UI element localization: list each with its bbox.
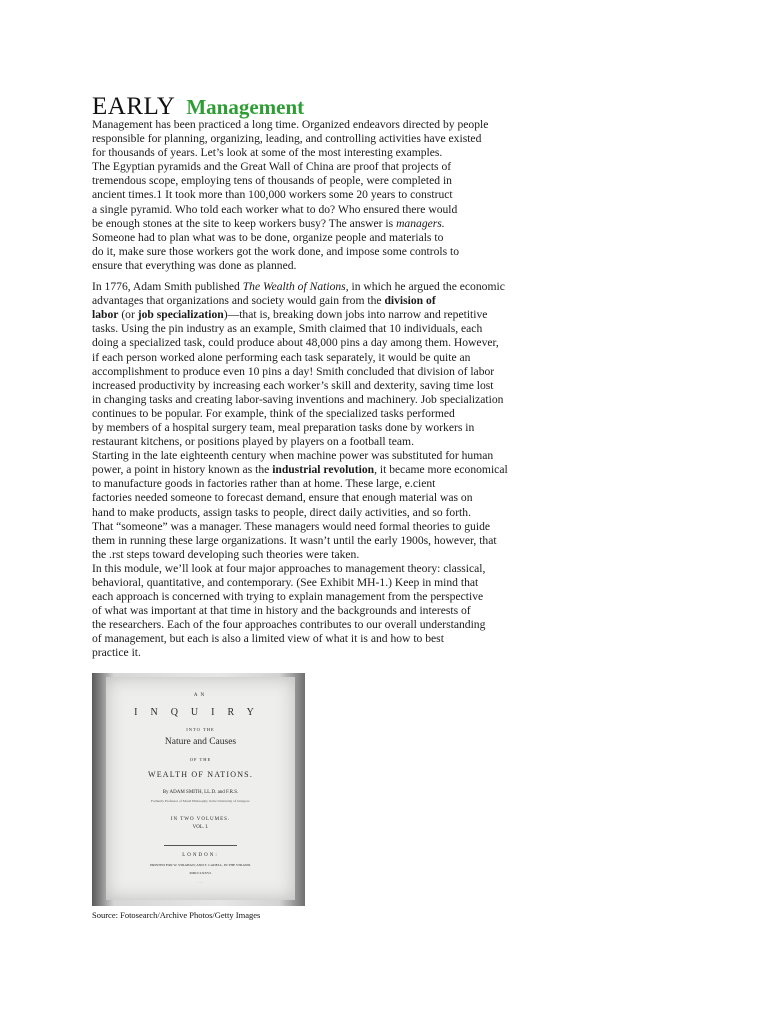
text-line (92, 231, 572, 245)
text-line (92, 203, 572, 217)
text-line (92, 576, 572, 590)
text-run: tremendous scope, employing tens of thousands of people, were completed in (92, 174, 452, 188)
text-run: accomplishment to produce even 10 pins a day! Smith concluded that division of labor (92, 364, 495, 378)
text-run: , in which he argued the economic (345, 280, 505, 294)
text-run: restaurant kitchens, or positions played by players on a football team. (92, 435, 414, 449)
title-page-author: By ADAM SMITH, LL.D. and F.R.S. (162, 790, 239, 795)
text-run: by members of a hospital surgery team, meal preparation tasks done by workers in (92, 420, 475, 434)
text-run: of what was important at that time in history and the backgrounds and interests of (92, 604, 471, 618)
text-line (92, 174, 572, 188)
text-line (92, 604, 572, 618)
text-run: be enough stones at the site to keep workers busy? The answer is (92, 216, 397, 230)
text-run: advantages that organizations and society would gain from the (92, 294, 385, 308)
title-page-volumes: IN TWO VOLUMES. (170, 817, 231, 822)
text-line (92, 259, 572, 273)
text-run: for thousands of years. Let’s look at some of the most interesting examples. (92, 146, 443, 160)
article (92, 86, 572, 661)
title-page-of: OF THE (189, 757, 212, 762)
text-line (92, 379, 572, 393)
text-line (92, 463, 572, 477)
text-line (92, 188, 572, 202)
text-run: doing a specialized task, could produce about 48,000 pins a day among them. However, (92, 336, 499, 350)
text-line (92, 146, 572, 160)
title-page-nature: Nature and Causes (164, 737, 237, 747)
text-run: practice it. (92, 646, 141, 660)
text-run: responsible for planning, organizing, leading, and controlling activities have existed (92, 132, 482, 146)
text-line (92, 632, 572, 646)
text-run: factories needed someone to forecast demand, ensure that enough material was on (92, 491, 473, 505)
text-run: if each person worked alone performing each task separately, it would be quite an (92, 350, 471, 364)
text-run: the .rst steps toward developing such theories were taken. (92, 547, 360, 561)
text-run: The Egyptian pyramids and the Great Wall of China are proof that projects of (92, 160, 452, 174)
title-page-london: LONDON: (182, 853, 219, 858)
text-run: In this module, we’ll look at four major approaches to management theory: classical, (92, 561, 486, 575)
text-run: to manufacture goods in factories rather than at home. These large, e.cient (92, 477, 436, 491)
bold-term: division of (384, 294, 436, 308)
text-line (92, 421, 572, 435)
title-page-vol: VOL. I. (192, 825, 209, 830)
text-line (92, 646, 572, 660)
italic-term: The Wealth of Nations (242, 280, 346, 294)
text-line (92, 322, 572, 336)
text-line (92, 477, 572, 491)
text-line (92, 449, 572, 463)
text-line (92, 118, 572, 132)
bold-term: labor (92, 308, 119, 322)
text-run: , it became more economical (374, 463, 508, 477)
text-run: hand to make products, assign tasks to people, direct daily activities, and so forth. (92, 505, 471, 519)
text-run: do it, make sure those workers got the work done, and impose some controls to (92, 244, 460, 258)
text-line (92, 280, 572, 294)
text-line (92, 132, 572, 146)
text-line (92, 351, 572, 365)
bold-term: industrial revolution (272, 463, 375, 477)
title-page-year: MDCCLXXVI. (189, 871, 212, 875)
text-line (92, 506, 572, 520)
text-run: ancient times.1 It took more than 100,000 workers some 20 years to construct (92, 188, 453, 202)
paragraph-intro (92, 118, 572, 273)
text-run: Management has been practiced a long time. Organized endeavors directed by people (92, 118, 489, 131)
text-line (92, 393, 572, 407)
text-line (92, 491, 572, 505)
text-run: Someone had to plan what was to be done, organize people and materials to (92, 230, 444, 244)
title-page-credentials: Formerly Professor of Moral Philosophy in the University of Glasgow. (150, 799, 251, 803)
text-line (92, 308, 572, 322)
title-page-an: AN (193, 693, 208, 698)
text-run: of management, but each is also a limited view of what it is and how to best (92, 632, 444, 646)
text-run: continues to be popular. For example, think of the specialized tasks performed (92, 406, 455, 420)
text-line (92, 534, 572, 548)
title-page-wealth: WEALTH OF NATIONS. (147, 770, 254, 779)
text-run: them in running these large organizations. It wasn’t until the early 1900s, however, that (92, 533, 497, 547)
title-page-mark: · · · (198, 881, 203, 885)
title-page-rule (164, 845, 237, 846)
title-early: EARLY (92, 93, 176, 120)
text-run: In 1776, Adam Smith published (92, 280, 243, 294)
text-line (92, 336, 572, 350)
paragraph-gap (92, 273, 572, 280)
title-page (106, 677, 295, 900)
text-run: ensure that everything was done as planned. (92, 258, 297, 272)
text-run: the researchers. Each of the four approaches contributes to our overall understanding (92, 618, 486, 632)
text-run: )—that is, breaking down jobs into narrow and repetitive (223, 308, 488, 322)
text-line (92, 245, 572, 259)
text-line (92, 365, 572, 379)
text-line (92, 407, 572, 421)
title-page-into: INTO THE (186, 727, 215, 732)
text-run: Starting in the late eighteenth century when machine power was substituted for human (92, 449, 494, 463)
text-line (92, 590, 572, 604)
text-line (92, 435, 572, 449)
text-run: power, a point in history known as the (92, 463, 273, 477)
paragraph-adam-smith (92, 280, 572, 661)
italic-term: managers. (396, 216, 445, 230)
text-line (92, 548, 572, 562)
text-line (92, 520, 572, 534)
text-line (92, 562, 572, 576)
text-run: (or (118, 308, 138, 322)
text-line (92, 217, 572, 231)
figure-caption: Source: Fotosearch/Archive Photos/Getty Images (92, 910, 261, 920)
bold-term: job specialization (137, 308, 224, 322)
title-page-printer: PRINTED FOR W. STRAHAN; AND T. CADELL, IN THE STRAND. (150, 863, 251, 867)
text-line (92, 294, 572, 308)
text-run: behavioral, quantitative, and contemporary. (See Exhibit MH-1.) Keep in mind that (92, 576, 479, 589)
text-run: That “someone” was a manager. These managers would need formal theories to guide (92, 519, 491, 533)
text-line (92, 160, 572, 174)
title-management: Management (186, 95, 305, 119)
wealth-of-nations-photo (92, 673, 305, 906)
text-run: a single pyramid. Who told each worker what to do? Who ensured there would (92, 202, 458, 216)
title-page-inquiry: INQUIRY (134, 707, 267, 718)
text-run: each approach is concerned with trying to explain management from the perspective (92, 590, 484, 604)
text-line (92, 618, 572, 632)
text-run: increased productivity by increasing each worker’s skill and dexterity, saving time lost (92, 378, 494, 392)
page-title (92, 86, 572, 118)
text-run: tasks. Using the pin industry as an example, Smith claimed that 10 individuals, each (92, 322, 483, 336)
text-run: in changing tasks and creating labor-saving inventions and machinery. Job specialization (92, 392, 504, 406)
